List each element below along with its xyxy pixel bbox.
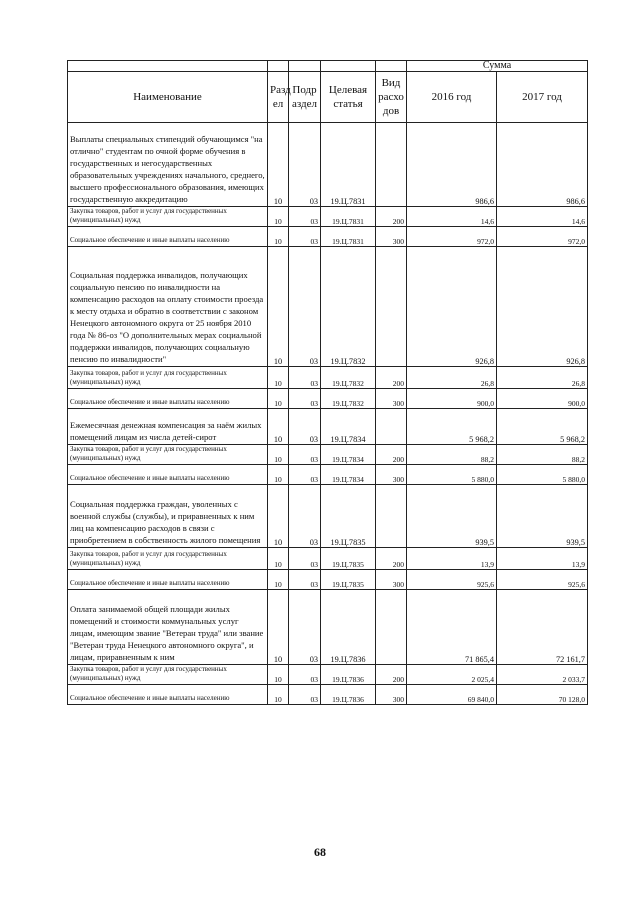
row-expense-type: [376, 123, 407, 207]
row-subsection: 03: [289, 389, 321, 409]
row-amount-2016: 926,8: [407, 247, 497, 367]
table-row: [68, 485, 588, 548]
row-target: 19.Ц.7835: [321, 570, 376, 590]
row-subsection: 03: [289, 367, 321, 389]
table-row: [68, 367, 588, 389]
table-row: [68, 665, 588, 685]
row-amount-2016: 13,9: [407, 548, 497, 570]
row-expense-type: 300: [376, 389, 407, 409]
row-target: 19.Ц.7836: [321, 665, 376, 685]
row-expense-type: 300: [376, 570, 407, 590]
row-subsection: 03: [289, 465, 321, 485]
row-amount-2016: 88,2: [407, 445, 497, 465]
row-amount-2017: 2 033,7: [497, 665, 588, 685]
row-expense-type: 200: [376, 548, 407, 570]
row-expense-type: 300: [376, 227, 407, 247]
row-target: 19.Ц.7836: [321, 590, 376, 665]
row-amount-2017: 939,5: [497, 485, 588, 548]
table-row: [68, 409, 588, 445]
row-section: 10: [268, 485, 289, 548]
row-subsection: 03: [289, 207, 321, 227]
row-amount-2016: 5 880,0: [407, 465, 497, 485]
row-amount-2017: 986,6: [497, 123, 588, 207]
row-target: 19.Ц.7832: [321, 367, 376, 389]
table-row: [68, 227, 588, 247]
table-row: [68, 465, 588, 485]
row-name: Оплата занимаемой общей площади жилых помещений и стоимости коммунальных услуг лицам, имеющим звание "Ветеран труда" или звание "Ветеран труда Ненецкого автономного округа", и лицам, приравненным к ним: [68, 590, 268, 665]
row-amount-2016: 5 968,2: [407, 409, 497, 445]
header-subsection: Подр аздел: [289, 72, 321, 123]
row-amount-2017: 26,8: [497, 367, 588, 389]
row-amount-2017: 926,8: [497, 247, 588, 367]
row-amount-2017: 14,6: [497, 207, 588, 227]
row-expense-type: 200: [376, 367, 407, 389]
row-amount-2017: 88,2: [497, 445, 588, 465]
row-target: 19.Ц.7831: [321, 123, 376, 207]
row-subsection: 03: [289, 590, 321, 665]
header-row-sum: [68, 61, 588, 72]
header-name: Наименование: [68, 72, 268, 123]
row-subsection: 03: [289, 570, 321, 590]
row-name: Социальная поддержка граждан, уволенных с военной службы (службы), и приравненных к ним лиц на компенсацию расходов в связи с приобретением в собственность жилого помещения: [68, 485, 268, 548]
header-blank-cell: [68, 61, 268, 72]
header-expense-type: Вид расхо дов: [376, 72, 407, 123]
table-row: [68, 590, 588, 665]
row-amount-2016: 900,0: [407, 389, 497, 409]
row-section: 10: [268, 207, 289, 227]
table-row: [68, 570, 588, 590]
header-blank-cell: [268, 61, 289, 72]
row-amount-2016: 69 840,0: [407, 685, 497, 705]
row-amount-2017: 900,0: [497, 389, 588, 409]
row-section: 10: [268, 548, 289, 570]
table-row: [68, 123, 588, 207]
row-amount-2016: 972,0: [407, 227, 497, 247]
budget-table: [67, 60, 588, 705]
header-blank-cell: [321, 61, 376, 72]
table-row: [68, 389, 588, 409]
row-amount-2017: 13,9: [497, 548, 588, 570]
row-amount-2017: 925,6: [497, 570, 588, 590]
row-target: 19.Ц.7831: [321, 207, 376, 227]
row-amount-2017: 5 968,2: [497, 409, 588, 445]
header-2017: 2017 год: [497, 72, 588, 123]
row-target: 19.Ц.7831: [321, 227, 376, 247]
row-amount-2016: 71 865,4: [407, 590, 497, 665]
row-section: 10: [268, 123, 289, 207]
row-amount-2017: 5 880,0: [497, 465, 588, 485]
row-target: 19.Ц.7834: [321, 445, 376, 465]
table-row: [68, 685, 588, 705]
row-expense-type: [376, 590, 407, 665]
row-subsection: 03: [289, 485, 321, 548]
row-amount-2017: 72 161,7: [497, 590, 588, 665]
row-name: Социальное обеспечение и иные выплаты населению: [68, 389, 268, 409]
row-target: 19.Ц.7834: [321, 409, 376, 445]
row-amount-2016: 986,6: [407, 123, 497, 207]
row-name: Закупка товаров, работ и услуг для государственных (муниципальных) нужд: [68, 665, 268, 685]
row-section: 10: [268, 665, 289, 685]
row-target: 19.Ц.7834: [321, 465, 376, 485]
row-section: 10: [268, 409, 289, 445]
row-target: 19.Ц.7836: [321, 685, 376, 705]
row-section: 10: [268, 570, 289, 590]
table-body: [68, 123, 588, 705]
row-expense-type: 300: [376, 465, 407, 485]
row-target: 19.Ц.7832: [321, 389, 376, 409]
row-target: 19.Ц.7835: [321, 548, 376, 570]
row-subsection: 03: [289, 445, 321, 465]
row-name: Закупка товаров, работ и услуг для государственных (муниципальных) нужд: [68, 445, 268, 465]
row-subsection: 03: [289, 123, 321, 207]
row-amount-2017: 972,0: [497, 227, 588, 247]
header-section: Разд ел: [268, 72, 289, 123]
row-expense-type: [376, 485, 407, 548]
row-name: Социальное обеспечение и иные выплаты населению: [68, 227, 268, 247]
row-amount-2016: 26,8: [407, 367, 497, 389]
row-subsection: 03: [289, 548, 321, 570]
row-section: 10: [268, 465, 289, 485]
header-2016: 2016 год: [407, 72, 497, 123]
row-name: Закупка товаров, работ и услуг для государственных (муниципальных) нужд: [68, 548, 268, 570]
row-section: 10: [268, 685, 289, 705]
header-blank-cell: [376, 61, 407, 72]
row-section: 10: [268, 367, 289, 389]
row-section: 10: [268, 590, 289, 665]
table-row: [68, 247, 588, 367]
header-target: Целевая статья: [321, 72, 376, 123]
row-expense-type: 200: [376, 207, 407, 227]
row-name: Ежемесячная денежная компенсация за наём жилых помещений лицам из числа детей-сирот: [68, 409, 268, 445]
row-target: 19.Ц.7835: [321, 485, 376, 548]
row-section: 10: [268, 227, 289, 247]
row-expense-type: 200: [376, 445, 407, 465]
row-amount-2017: 70 128,0: [497, 685, 588, 705]
row-amount-2016: 14,6: [407, 207, 497, 227]
row-subsection: 03: [289, 247, 321, 367]
row-name: Закупка товаров, работ и услуг для государственных (муниципальных) нужд: [68, 367, 268, 389]
row-name: Закупка товаров, работ и услуг для государственных (муниципальных) нужд: [68, 207, 268, 227]
row-subsection: 03: [289, 685, 321, 705]
row-name: Социальное обеспечение и иные выплаты населению: [68, 685, 268, 705]
row-name: Социальная поддержка инвалидов, получающих социальную пенсию по инвалидности на компенсацию расходов на оплату стоимости проезда к месту отдыха и обратно в соответствии с законом Ненецкого автономного округа от 25 ноября 2010 года № 86-оз "О дополнительных мерах социальной поддержки инвалидов, получающих социальную пенсию по инвалидности": [68, 247, 268, 367]
page-number: 68: [314, 845, 326, 859]
table-row: [68, 207, 588, 227]
row-subsection: 03: [289, 665, 321, 685]
row-amount-2016: 2 025,4: [407, 665, 497, 685]
row-target: 19.Ц.7832: [321, 247, 376, 367]
row-subsection: 03: [289, 227, 321, 247]
row-section: 10: [268, 445, 289, 465]
header-blank-cell: [289, 61, 321, 72]
table-row: [68, 445, 588, 465]
row-amount-2016: 939,5: [407, 485, 497, 548]
row-expense-type: [376, 247, 407, 367]
row-expense-type: 300: [376, 685, 407, 705]
row-section: 10: [268, 247, 289, 367]
row-name: Социальное обеспечение и иные выплаты населению: [68, 570, 268, 590]
row-subsection: 03: [289, 409, 321, 445]
row-expense-type: [376, 409, 407, 445]
row-expense-type: 200: [376, 665, 407, 685]
header-sum: Сумма: [407, 61, 588, 72]
row-section: 10: [268, 389, 289, 409]
row-name: Социальное обеспечение и иные выплаты населению: [68, 465, 268, 485]
row-amount-2016: 925,6: [407, 570, 497, 590]
table-row: [68, 548, 588, 570]
row-name: Выплаты специальных стипендий обучающимся "на отлично" студентам по очной форме обучения в государственных и негосударственных образовательных учреждениях начального, среднего, высшего профессионального образования, имеющих государственную аккредитацию: [68, 123, 268, 207]
header-row-main: [68, 72, 588, 123]
